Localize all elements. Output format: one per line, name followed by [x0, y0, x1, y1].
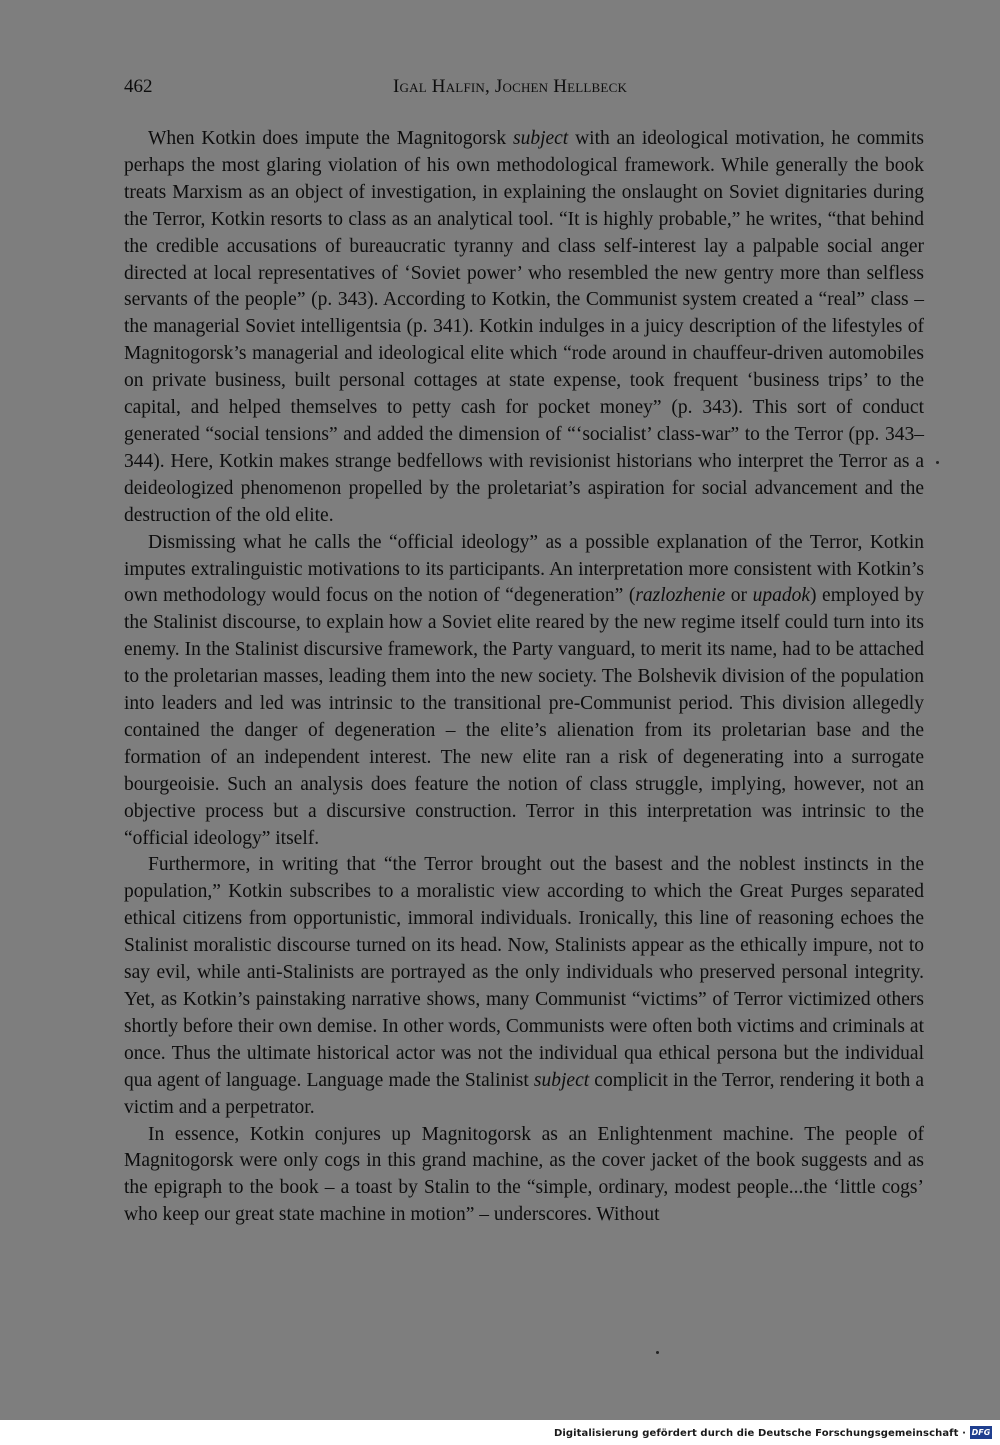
header-authors: Igal Halfin, Jochen Hellbeck	[393, 76, 628, 97]
text-run: When Kotkin does impute the Magnitogorsk	[148, 128, 513, 149]
paragraph	[124, 530, 924, 853]
text-run: In essence, Kotkin conjures up Magnitogorsk as an Enlightenment machine. The people of Magnitogorsk were only cogs in this grand machine, as the cover jacket of the book suggests and as the epigraph to the book – a toast by Stalin to the “simple, ordinary, modest people...the ‘little cogs’ who keep our great state machine in motion” – underscores. Without	[124, 1123, 924, 1226]
text-run: complicit in the Terror, rendering it both a victim and a perpetrator.	[124, 1069, 924, 1118]
running-header	[124, 76, 924, 102]
paragraph	[124, 126, 924, 530]
text-run: ) employed by the Stalinist discourse, to explain how a Soviet elite reared by the new regime itself could turn into its enemy. In the Stalinist discursive framework, the Party vanguard, to merit its name, had to be attached to the proletarian masses, leading them into the new society. The Bolshevik division of the population into leaders and led was intrinsic to the transitional pre-Communist period. This division allegedly contained the danger of degeneration – the elite’s alienation from its proletarian base and the formation of an independent interest. The new elite ran a risk of degenerating into a surrogate bourgeoisie. Such an analysis does feature the notion of class struggle, implying, however, not an objective process but a discursive construction. Terror in this interpretation was intrinsic to the “official ideology” itself.	[124, 585, 924, 849]
funding-credit: Digitalisierung gefördert durch die Deutsche Forschungsgemeinschaft ·	[553, 1428, 966, 1439]
digitization-footer	[0, 1420, 1000, 1445]
paragraph	[124, 1122, 924, 1230]
dfg-logo: DFG	[971, 1428, 991, 1437]
text-run: with an ideological motivation, he commits perhaps the most glaring violation of his own methodological framework. While generally the book treats Marxism as an object of investigation, in explaining the onslaught on Soviet dignitaries during the Terror, Kotkin resorts to class as an analytical tool. “It is highly probable,” he writes, “that behind the credible accusations of bureaucratic tyranny and class self-interest lay a palpable social anger directed at local representatives of ‘Soviet power’ who resembled the new gentry more than selfless servants of the people” (p. 343). According to Kotkin, the Communist system created a “real” class – the managerial Soviet intelligentsia (p. 341). Kotkin indulges in a juicy description of the lifestyles of Magnitogorsk’s managerial and ideological elite which “rode around in chauffeur-driven automobiles on private business, built personal cottages at state expense, took frequent ‘business trips’ to the capital, and helped themselves to petty cash for pocket money” (p. 343). This sort of conduct generated “social tensions” and added the dimension of “‘socialist’ class-war” to the Terror (pp. 343–344). Here, Kotkin makes strange bedfellows with revisionist historians who interpret the Terror as a deideologized phenomenon propelled by the proletariat’s aspiration for social advancement and the destruction of the old elite.	[124, 128, 924, 526]
text-run: or	[725, 585, 753, 607]
paragraph	[124, 852, 924, 1121]
italic-term: upadok	[752, 585, 810, 607]
page-number: 462	[124, 76, 153, 97]
italic-term: razlozhenie	[635, 585, 726, 607]
body-text	[124, 126, 924, 1229]
text-run: Furthermore, in writing that “the Terror brought out the basest and the noblest instincts in the population,” Kotkin subscribes to a moralistic view according to which the Great Purges separated ethical citizens from opportunistic, immoral individuals. Ironically, this line of reasoning echoes the Stalinist moralistic discourse turned on its head. Now, Stalinists appear as the ethically impure, not to say evil, while anti-Stalinists are portrayed as the only individuals who preserved personal integrity. Yet, as Kotkin’s painstaking narrative shows, many Communist “victims” of Terror victimized others shortly before their own demise. In other words, Communists were often both victims and criminals at once. Thus the ultimate historical actor was not the individual qua ethical persona but the individual qua agent of language. Language made the Stalinist	[124, 854, 924, 1091]
italic-term: subject	[533, 1069, 590, 1091]
scan-speck	[936, 461, 939, 464]
italic-term: subject	[512, 128, 569, 149]
text-run: Dismissing what he calls the “official ideology” as a possible explanation of the Terror, Kotkin imputes extralinguistic motivations to its participants. An interpretation more consistent with Kotkin’s own methodology would focus on the notion of “degeneration” (	[124, 531, 924, 607]
scan-speck	[656, 1351, 659, 1354]
